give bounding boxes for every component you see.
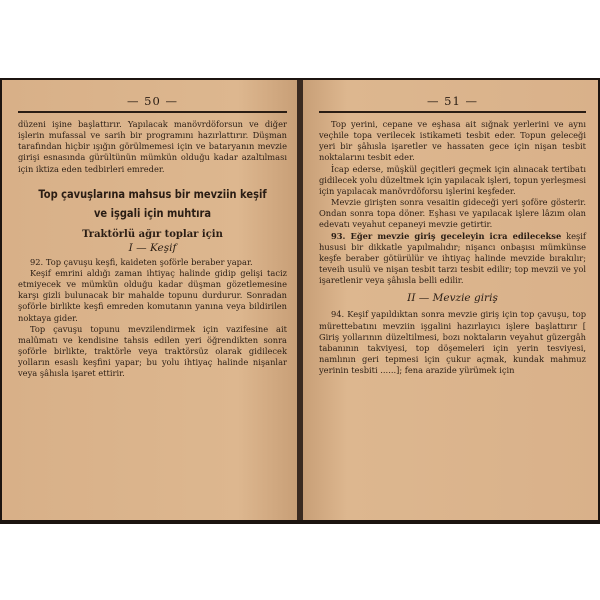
right-page-number: — 51 — — [427, 94, 478, 108]
paragraph-mevzie-giristen: Mevzie girişten sonra vesaitin gideceği yeri şoföre gösterir. Ondan sonra topa döner. Eşhası ve yapılacak işlere lâzım olan edevatı veyahut cepaneyi mevzie getirtir. — [319, 197, 586, 230]
paragraph-top-cavusu: Top çavuşu topunu mevzilendirmek için vazifesine ait malûmatı ve kendisine tahsis edilen yeri öğrendikten sonra şoförle birlikte, traktörle veya traktörsüz olarak gidilecek yolların esaslı keşfini yapar; bu yolu ihtiyaç halinde nişanlar veya şâhısla işaret ettirir. — [18, 323, 287, 379]
memo-title-line-1: Top çavuşlarına mahsus bir mevziin keşif — [38, 186, 267, 201]
left-header-rule — [18, 111, 287, 113]
memo-subtitle: Traktörlü ağır toplar için — [82, 228, 223, 240]
left-paragraph-intro: düzeni işine başlattırır. Yapılacak manövrdöforsun ve diğer işlerin mufassal ve sarih bir programını hazırlattırır. Düşman tarafından hiçbir ışığın görülmemesi için ve bataryanın mevzie girişi esnasında gürültünün mümkün olduğu kadar azaltılması için iktiza eden tedbirleri emreder. — [18, 119, 287, 174]
paragraph-93-body: keşif hususi bir dikkatle yapılmalıdır; nişancı onbaşısı mümkünse keşfe beraber götürülür ve ihtiyaç halinde mevzide bırakılır; teveih usulü ve nişan tesbit tarzı tesbit edilir; top mevzii ve yol işaretlenir veya şâhısla belli edilir. — [319, 230, 586, 286]
paragraph-kesif-emri: Keşif emrini aldığı zaman ihtiyaç halinde gidip gelişi taciz etmiyecek ve mümkün olduğu kadar düşman gözetlemesine karşı gizli bulunacak bir mahalde topunu durdurur. Sonradan şoförle birlikte keşfi emreden komutanın yanına veya bildirilen noktaya gider. — [18, 267, 287, 323]
paragraph-92: 92. Top çavuşu keşfi, kaideten şoförle beraber yapar. — [30, 256, 253, 267]
paragraph-93 — [319, 231, 586, 287]
paragraph-93-bold-lead: 93. Eğer mevzie giriş geceleyin icra edilecekse — [331, 230, 562, 241]
right-header-rule — [319, 111, 586, 113]
left-page — [2, 80, 297, 520]
left-page-number: — 50 — — [127, 94, 178, 108]
right-page — [303, 80, 598, 520]
section-heading-mevzie-giris: II — Mevzie giriş — [407, 292, 498, 305]
paragraph-icap: İcap ederse, müşkül geçitleri geçmek için alınacak tertibatı gidilecek yolu düzeltmek için yapılacak işleri, topun yerleşmesi için yapılacak manövrdöforsu işlerini keşfeder. — [319, 163, 586, 196]
section-heading-kesif: I — Keşif — [128, 241, 177, 254]
memo-title — [37, 185, 268, 223]
paragraph-top-yerini: Top yerini, cepane ve eşhasa ait sığnak yerlerini ve aynı veçhile topa verilecek istikameti tesbit eder. Topun geleceği yeri bir şâhısla işaretler ve hassaten gece için nişan tesbit noktalarını tesbit eder. — [319, 119, 586, 163]
paragraph-94: 94. Keşif yapıldıktan sonra mevzie giriş için top çavuşu, top mürettebatını mevziin işgalini hazırlayıcı işlere başlattırır [ Giriş yollarının düzeltilmesi, bozı noktaların veyahut güzergâh tabanının takviyesi, top döşemeleri için yerin tesviyesi, namlının geri tepmesi için çukur açmak, kundak mahmuz yerinin tesbiti ......]; fena arazide yürümek için — [319, 309, 586, 376]
memo-title-line-2: ve işgali için muhtıra — [93, 205, 212, 220]
